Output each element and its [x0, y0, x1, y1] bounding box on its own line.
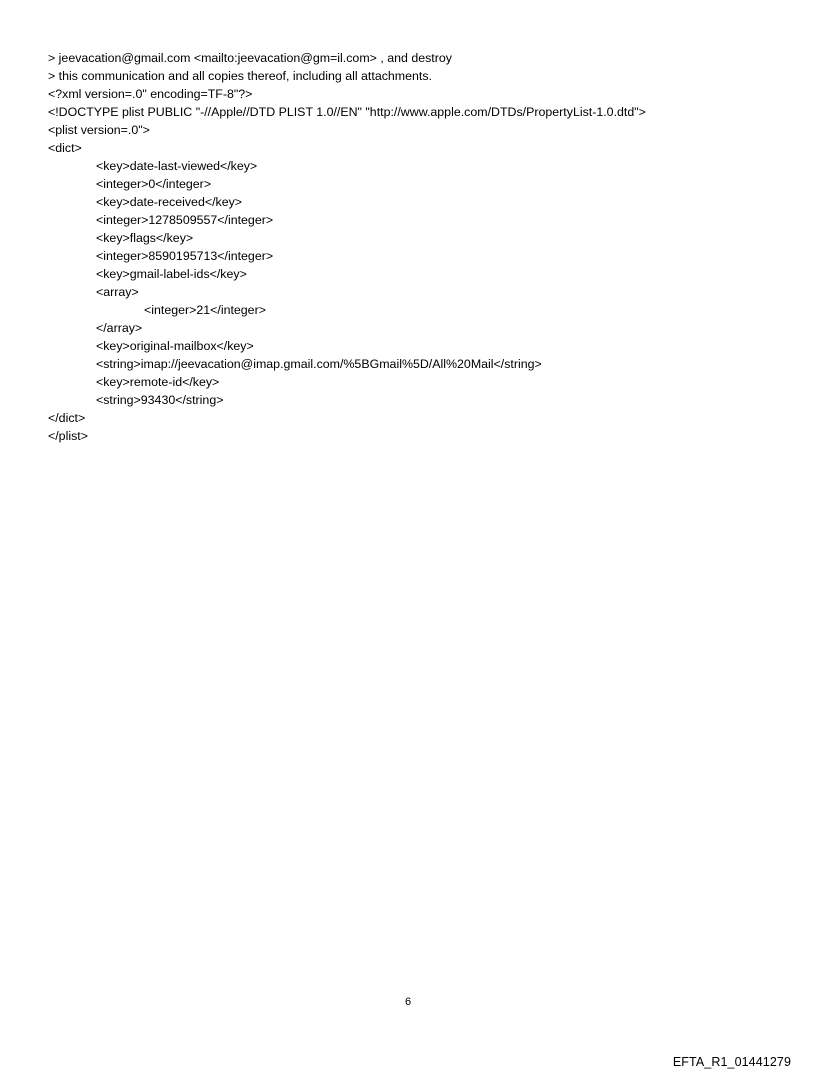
array-close-line: </array> — [96, 321, 143, 335]
plist-key-line: <key>date-last-viewed</key> — [96, 159, 258, 173]
doctype-line: <!DOCTYPE plist PUBLIC "-//Apple//DTD PLIST 1.0//EN" "http://www.apple.com/DTDs/PropertyList-1.0.dtd"> — [48, 105, 646, 119]
plist-value-line: <string>imap://jeevacation@imap.gmail.com/%5BGmail%5D/All%20Mail</string> — [96, 357, 542, 371]
plist-key-line: <key>remote-id</key> — [96, 375, 220, 389]
xml-declaration-line: <?xml version=.0" encoding=TF-8"?> — [48, 87, 253, 101]
plist-open-line: <plist version=.0"> — [48, 123, 150, 137]
page-number: 6 — [404, 996, 412, 1008]
plist-value-line: <integer>21</integer> — [144, 303, 266, 317]
dict-close-line: </dict> — [48, 411, 86, 425]
plist-key-line: <key>original-mailbox</key> — [96, 339, 254, 353]
plist-key-line: <key>date-received</key> — [96, 195, 243, 209]
plist-value-line: <integer>1278509557</integer> — [96, 213, 274, 227]
plist-value-line: <integer>8590195713</integer> — [96, 249, 274, 263]
plist-key-line: <key>flags</key> — [96, 231, 194, 245]
text-line: > jeevacation@gmail.com <mailto:jeevacation@gm=il.com> , and destroy — [48, 51, 452, 65]
text-line: > this communication and all copies thereof, including all attachments. — [48, 69, 432, 83]
array-open-line: <array> — [96, 285, 139, 299]
dict-open-line: <dict> — [48, 141, 82, 155]
plist-value-line: <integer>0</integer> — [96, 177, 212, 191]
document-body — [48, 49, 808, 445]
bates-stamp: EFTA_R1_01441279 — [672, 1055, 791, 1069]
plist-value-line: <string>93430</string> — [96, 393, 224, 407]
plist-close-line: </plist> — [48, 429, 88, 443]
plist-key-line: <key>gmail-label-ids</key> — [96, 267, 247, 281]
